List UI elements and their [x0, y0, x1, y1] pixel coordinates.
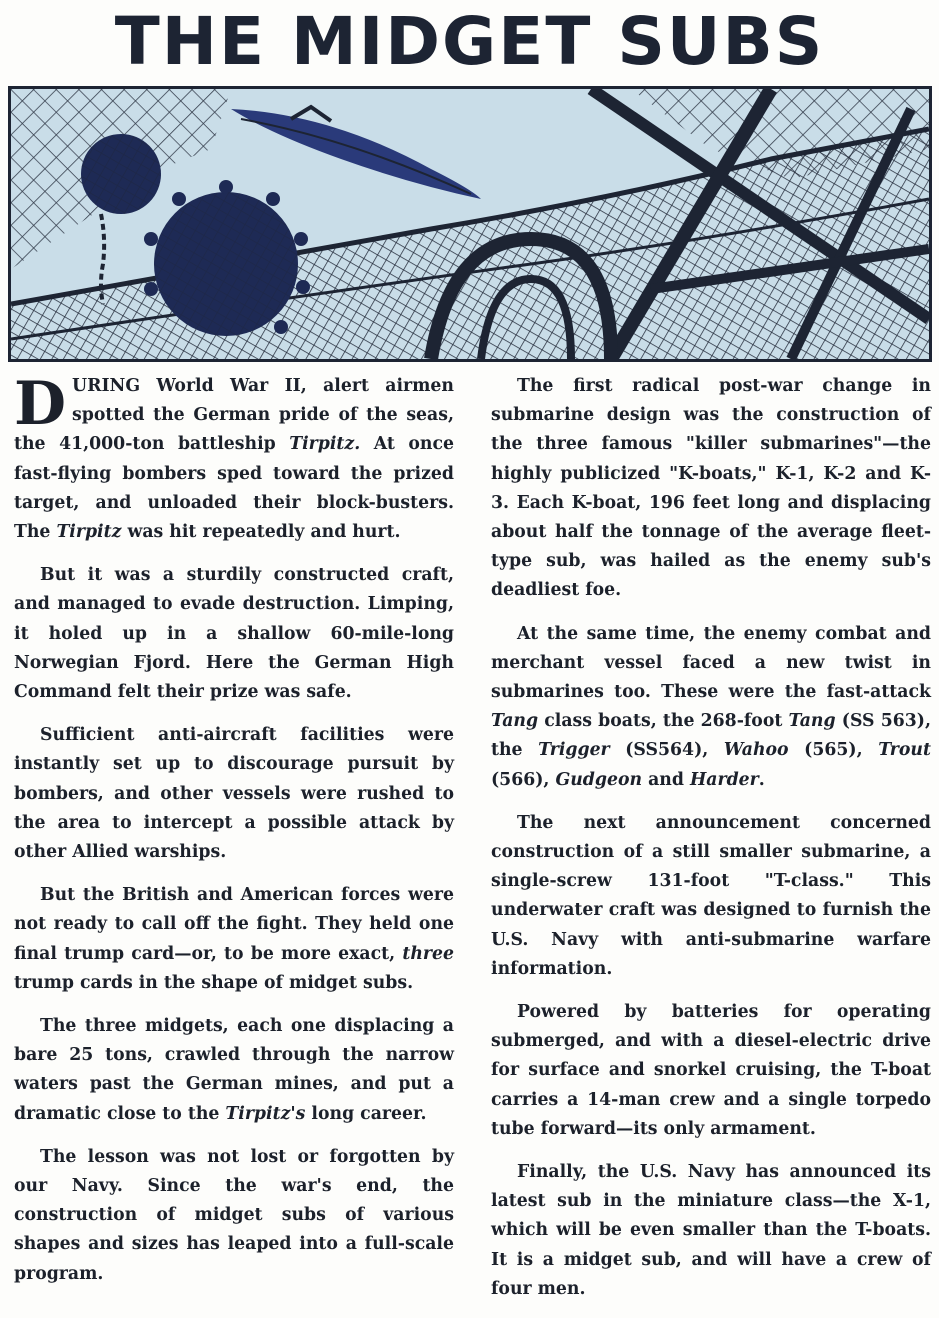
text-span: class boats, the 268-foot — [538, 711, 789, 732]
text-span: The three midgets, each one displacing a bare 25 tons, crawled through the narrow waters past the German mines, and put a dramatic close to the — [14, 1016, 454, 1124]
text-span: and — [642, 769, 690, 790]
ship-name: Wahoo — [723, 740, 789, 761]
drop-cap: D — [14, 369, 67, 439]
text-span: URING World War II, alert airmen spotted the German pride of the seas, the 41,000-ton battleship — [14, 376, 454, 455]
text-span: . — [758, 769, 765, 790]
paragraph: Powered by batteries for operating submerged, and with a diesel-electric drive for surface and snorkel cruising, the T-boat carries a 14-man crew and a single torpedo tube forward—its only armament. — [491, 1002, 931, 1139]
ship-name: Tirpitz's — [225, 1103, 306, 1124]
ship-name: Tang — [491, 711, 539, 732]
paragraph: Sufficient anti-aircraft facilities were instantly set up to discourage pursuit by bombers, and other vessels were rushed to the area to intercept a possible attack by other Allied warships. — [14, 725, 454, 863]
ship-name: Harder — [689, 769, 759, 790]
text-span: (565), — [788, 740, 879, 761]
paragraph: The lesson was not lost or forgotten by our Navy. Since the war's end, the construction of midget subs of various shapes and sizes has leaped into a full-scale program. — [14, 1146, 454, 1284]
text-span: (SS 563), the — [491, 711, 931, 761]
paragraph — [14, 369, 454, 547]
right-column — [491, 372, 931, 1318]
paragraph — [491, 620, 931, 795]
illustration-panel — [8, 86, 932, 362]
text-span: trump cards in the shape of midget subs. — [14, 972, 414, 993]
ship-name: Trigger — [538, 740, 610, 761]
page-title: THE MIDGET SUBS — [114, 3, 825, 80]
text-span: But the British and American forces were not ready to call off the fight. They held one final trump card—or, to be more exact, — [14, 885, 454, 964]
ship-name: Gudgeon — [555, 769, 643, 790]
ship-name: Tirpitz — [56, 522, 122, 543]
submarine-net-illustration-icon — [11, 89, 929, 359]
left-column — [14, 369, 454, 1303]
text-span: At once fast-flying bombers sped toward the prized target, and unloaded their block-busters. The — [14, 434, 454, 543]
emphasis: three — [402, 943, 454, 964]
text-span: (566), — [491, 769, 556, 790]
paragraph: The next announcement concerned construction of a still smaller submarine, a single-screw 131-foot "T-class." This underwater craft was designed to furnish the U.S. Navy with anti-submarine warfare information. — [491, 812, 931, 979]
ship-name: Tang — [788, 711, 836, 732]
text-span: At the same time, the enemy combat and merchant vessel faced a new twist in submarines too. These were the fast-attack — [491, 623, 931, 703]
text-span: was hit repeatedly and hurt. — [121, 522, 401, 543]
text-span: (SS564), — [609, 740, 724, 761]
text-span: long career. — [305, 1103, 427, 1124]
paragraph — [14, 881, 454, 998]
ship-name: Tirpitz. — [289, 434, 361, 455]
paragraph — [14, 1012, 454, 1129]
paragraph: But it was a sturdily constructed craft, and managed to evade destruction. Limping, it holed up in a shallow 60-mile-long Norwegian Fjord. Here the German High Command felt their prize was safe. — [14, 565, 454, 703]
paragraph: The first radical post-war change in submarine design was the construction of the three famous "killer submarines"—the highly publicized "K-boats," K-1, K-2 and K-3. Each K-boat, 196 feet long and displacing about half the tonnage of the average fleet-type sub, was hailed as the enemy sub's deadliest foe. — [491, 376, 931, 601]
paragraph: Finally, the U.S. Navy has announced its latest sub in the miniature class—the X-1, which will be even smaller than the T-boats. It is a midget sub, and will have a crew of four men. — [491, 1162, 931, 1299]
ship-name: Trout — [878, 740, 931, 761]
